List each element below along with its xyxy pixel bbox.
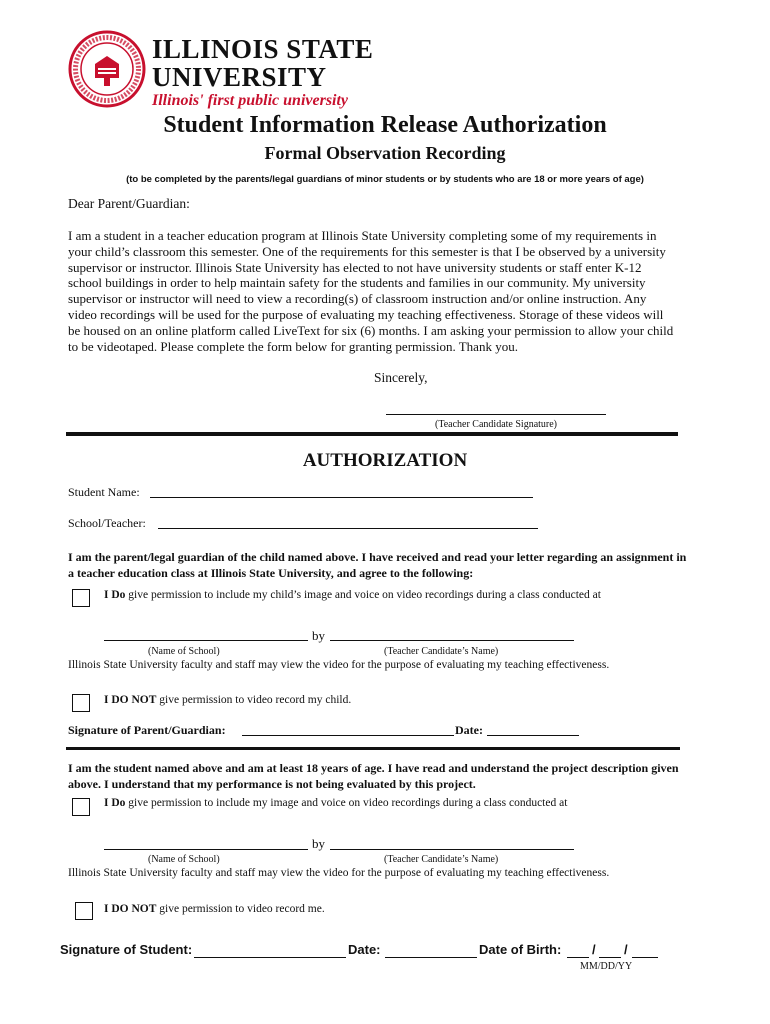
teacher-signature-caption: (Teacher Candidate Signature) — [434, 419, 558, 430]
closing: Sincerely, — [374, 370, 428, 385]
university-seal-logo — [68, 30, 146, 108]
student-i-do-not-bold: I DO NOT — [104, 903, 157, 915]
university-tagline: Illinois' first public university — [152, 92, 349, 109]
student-i-do-option — [104, 797, 567, 809]
greeting: Dear Parent/Guardian: — [68, 196, 190, 211]
authorization-heading: AUTHORIZATION — [302, 450, 468, 471]
student-signature-field[interactable] — [194, 943, 346, 958]
student-teacher-caption: (Teacher Candidate’s Name) — [384, 854, 499, 865]
parent-statement: I am the parent/legal guardian of the child named above. I have received and read your letter regarding an assignment in a teacher education class at Illinois State University, and agree to the following: — [68, 550, 687, 580]
parent-by-label: by — [312, 628, 325, 643]
parent-i-do-option — [104, 589, 601, 601]
parent-signature-field[interactable] — [242, 723, 454, 736]
dob-day-field[interactable] — [599, 943, 621, 958]
student-i-do-text: give permission to include my image and voice on video recordings during a class conducted at — [125, 797, 568, 809]
parent-signature-label: Signature of Parent/Guardian: — [68, 723, 226, 737]
university-name-line2: UNIVERSITY — [152, 62, 327, 92]
dob-year-field[interactable] — [632, 943, 658, 958]
document-title: Student Information Release Authorization — [163, 112, 607, 138]
student-name-label: Student Name: — [68, 485, 140, 499]
parent-teacher-caption: (Teacher Candidate’s Name) — [384, 646, 499, 657]
parent-school-name-field[interactable] — [104, 628, 308, 641]
parent-i-do-not-option — [104, 694, 351, 706]
parent-i-do-not-bold: I DO NOT — [104, 694, 157, 706]
parent-faculty-text: Illinois State University faculty and staff may view the video for the purpose of evaluating my teaching effectiveness. — [68, 659, 610, 671]
student-date-label: Date: — [348, 942, 381, 957]
student-name-field[interactable] — [150, 485, 533, 498]
parent-date-field[interactable] — [487, 723, 579, 736]
letter-body — [68, 228, 678, 354]
parent-i-do-text: give permission to include my child’s image and voice on video recordings during a class conducted at — [125, 589, 601, 601]
student-i-do-not-option — [104, 903, 325, 915]
student-teacher-name-field[interactable] — [330, 837, 574, 850]
letter-paragraph: I am a student in a teacher education program at Illinois State University completing some of my requirements in your child’s classroom this semester. One of the requirements for this semester is that I be observed by a university supervisor or instructor. Illinois State University has elected to not have university students or staff enter K-12 school buildings in order to help maintain safety for the students and families in our community. My university supervisor or instructor will need to view a recording(s) of classroom instruction and/or online instruction. Any video recordings will be used for the purpose of evaluating my teaching effectiveness. Storage of these videos will be housed on an online platform called LiveText for six (6) months. I am asking your permission to allow your child to be videotaped. Please complete the form below for granting permission. Thank you. — [68, 228, 674, 354]
student-statement: I am the student named above and am at least 18 years of age. I have read and understand the project description given above. I understand that my performance is not being evaluated by this project. — [68, 761, 679, 791]
student-date-field[interactable] — [385, 943, 477, 958]
parent-date-label: Date: — [455, 723, 483, 737]
parent-teacher-name-field[interactable] — [330, 628, 574, 641]
dob-separator: / — [624, 942, 628, 957]
completion-note: (to be completed by the parents/legal guardians of minor students or by students who are 18 or more years of age) — [126, 174, 644, 185]
section-divider — [66, 432, 678, 436]
teacher-signature-line[interactable] — [386, 402, 606, 415]
parent-i-do-bold: I Do — [104, 589, 126, 601]
parent-i-do-checkbox[interactable] — [72, 589, 90, 607]
parent-i-do-not-text: give permission to video record my child. — [156, 694, 352, 706]
student-i-do-not-checkbox[interactable] — [75, 902, 93, 920]
section-divider — [66, 747, 680, 750]
student-school-caption: (Name of School) — [148, 854, 220, 865]
date-of-birth-label: Date of Birth: — [479, 942, 562, 957]
student-i-do-bold: I Do — [104, 797, 126, 809]
student-school-name-field[interactable] — [104, 837, 308, 850]
student-by-label: by — [312, 836, 325, 851]
student-i-do-not-text: give permission to video record me. — [156, 903, 325, 915]
dob-separator: / — [592, 942, 596, 957]
parent-i-do-not-checkbox[interactable] — [72, 694, 90, 712]
document-subtitle: Formal Observation Recording — [264, 143, 506, 163]
school-teacher-label: School/Teacher: — [68, 516, 146, 530]
student-signature-label: Signature of Student: — [60, 942, 193, 957]
parent-school-caption: (Name of School) — [148, 646, 220, 657]
school-teacher-field[interactable] — [158, 516, 538, 529]
student-faculty-text: Illinois State University faculty and staff may view the video for the purpose of evaluating my teaching effectiveness. — [68, 867, 610, 879]
student-i-do-checkbox[interactable] — [72, 798, 90, 816]
dob-month-field[interactable] — [567, 943, 589, 958]
dob-format-hint: MM/DD/YY — [580, 961, 633, 972]
university-name-line1: ILLINOIS STATE — [152, 34, 374, 64]
